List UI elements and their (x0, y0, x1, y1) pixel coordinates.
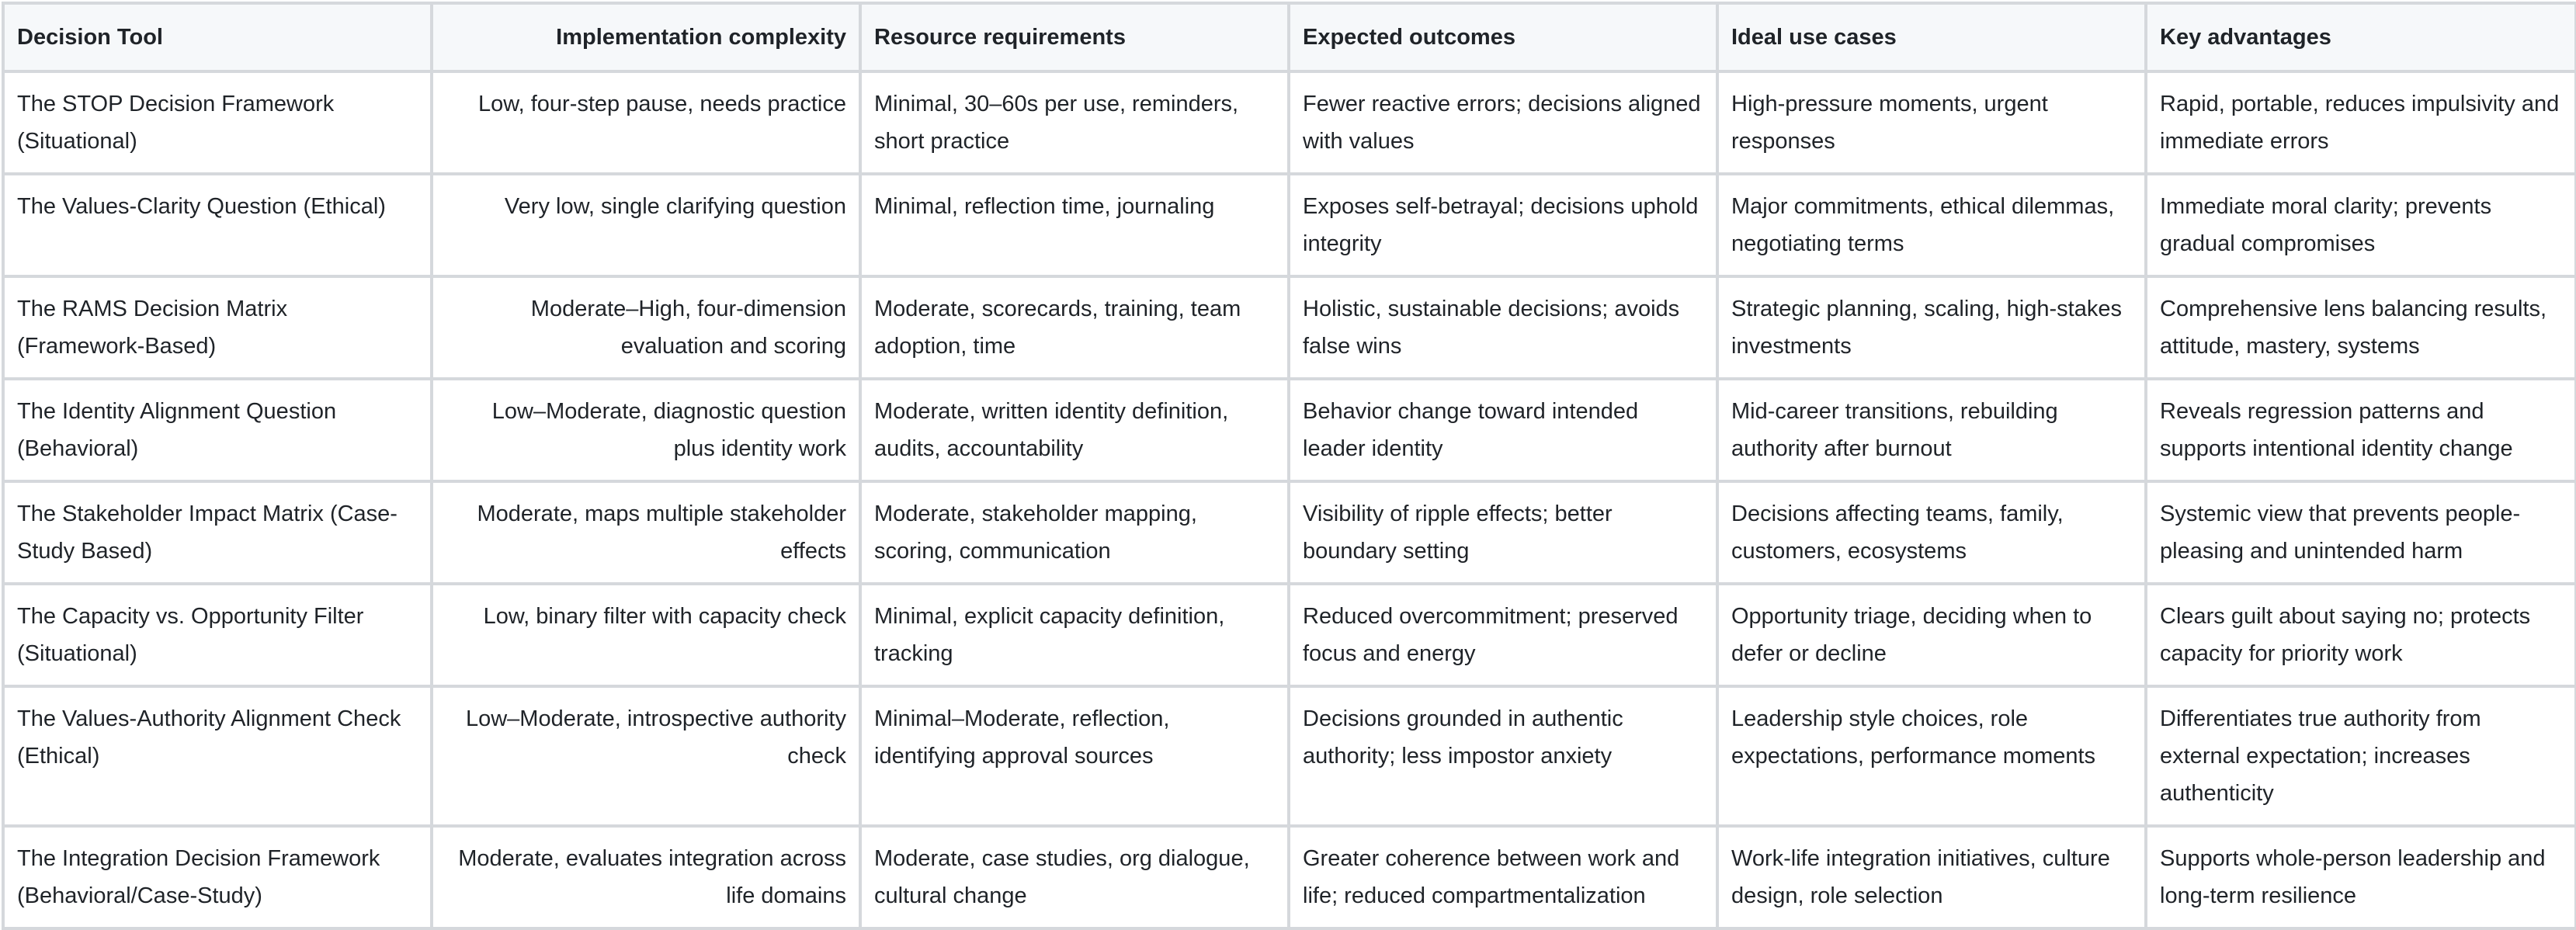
cell-key-advantages: Clears guilt about saying no; protects capacity for priority work (2146, 584, 2576, 686)
cell-decision-tool: The Values-Authority Alignment Check (Ethical) (3, 686, 432, 826)
header-row (3, 3, 2576, 71)
cell-expected-outcomes: Decisions grounded in authentic authority; less impostor anxiety (1289, 686, 1717, 826)
cell-resource-requirements: Minimal–Moderate, reflection, identifying approval sources (860, 686, 1289, 826)
cell-resource-requirements: Moderate, scorecards, training, team adoption, time (860, 276, 1289, 379)
cell-ideal-use-cases: Leadership style choices, role expectations, performance moments (1717, 686, 2146, 826)
cell-resource-requirements: Moderate, written identity definition, audits, accountability (860, 379, 1289, 481)
cell-ideal-use-cases: Mid-career transitions, rebuilding authority after burnout (1717, 379, 2146, 481)
header-implementation-complexity: Implementation complexity (432, 3, 860, 71)
table-row (3, 71, 2576, 174)
cell-expected-outcomes: Reduced overcommitment; preserved focus and energy (1289, 584, 1717, 686)
table-body (3, 71, 2576, 928)
cell-decision-tool: The Integration Decision Framework (Behavioral/Case-Study) (3, 826, 432, 928)
table-row (3, 686, 2576, 826)
cell-key-advantages: Systemic view that prevents people-pleasing and unintended harm (2146, 481, 2576, 584)
cell-implementation-complexity: Low, four-step pause, needs practice (432, 71, 860, 174)
cell-implementation-complexity: Moderate, maps multiple stakeholder effects (432, 481, 860, 584)
cell-implementation-complexity: Moderate–High, four-dimension evaluation and scoring (432, 276, 860, 379)
cell-resource-requirements: Moderate, case studies, org dialogue, cultural change (860, 826, 1289, 928)
cell-ideal-use-cases: Decisions affecting teams, family, customers, ecosystems (1717, 481, 2146, 584)
cell-key-advantages: Differentiates true authority from external expectation; increases authenticity (2146, 686, 2576, 826)
cell-implementation-complexity: Low, binary filter with capacity check (432, 584, 860, 686)
table-row (3, 276, 2576, 379)
cell-ideal-use-cases: Major commitments, ethical dilemmas, negotiating terms (1717, 174, 2146, 276)
header-expected-outcomes: Expected outcomes (1289, 3, 1717, 71)
cell-expected-outcomes: Holistic, sustainable decisions; avoids false wins (1289, 276, 1717, 379)
cell-decision-tool: The Values-Clarity Question (Ethical) (3, 174, 432, 276)
cell-expected-outcomes: Visibility of ripple effects; better boundary setting (1289, 481, 1717, 584)
cell-decision-tool: The STOP Decision Framework (Situational) (3, 71, 432, 174)
header-key-advantages: Key advantages (2146, 3, 2576, 71)
cell-decision-tool: The Stakeholder Impact Matrix (Case-Study Based) (3, 481, 432, 584)
decision-tools-table (2, 2, 2576, 930)
cell-implementation-complexity: Low–Moderate, introspective authority check (432, 686, 860, 826)
cell-ideal-use-cases: Work-life integration initiatives, culture design, role selection (1717, 826, 2146, 928)
cell-resource-requirements: Minimal, explicit capacity definition, tracking (860, 584, 1289, 686)
cell-key-advantages: Immediate moral clarity; prevents gradual compromises (2146, 174, 2576, 276)
cell-key-advantages: Comprehensive lens balancing results, attitude, mastery, systems (2146, 276, 2576, 379)
cell-resource-requirements: Minimal, 30–60s per use, reminders, short practice (860, 71, 1289, 174)
header-resource-requirements: Resource requirements (860, 3, 1289, 71)
table-row (3, 379, 2576, 481)
cell-expected-outcomes: Greater coherence between work and life; reduced compartmentalization (1289, 826, 1717, 928)
cell-expected-outcomes: Exposes self-betrayal; decisions uphold integrity (1289, 174, 1717, 276)
header-decision-tool: Decision Tool (3, 3, 432, 71)
cell-ideal-use-cases: Strategic planning, scaling, high-stakes investments (1717, 276, 2146, 379)
table-row (3, 174, 2576, 276)
header-ideal-use-cases: Ideal use cases (1717, 3, 2146, 71)
cell-ideal-use-cases: Opportunity triage, deciding when to defer or decline (1717, 584, 2146, 686)
cell-decision-tool: The Identity Alignment Question (Behavioral) (3, 379, 432, 481)
cell-resource-requirements: Minimal, reflection time, journaling (860, 174, 1289, 276)
cell-expected-outcomes: Fewer reactive errors; decisions aligned with values (1289, 71, 1717, 174)
cell-decision-tool: The RAMS Decision Matrix (Framework-Based) (3, 276, 432, 379)
cell-key-advantages: Rapid, portable, reduces impulsivity and immediate errors (2146, 71, 2576, 174)
table-row (3, 481, 2576, 584)
cell-expected-outcomes: Behavior change toward intended leader identity (1289, 379, 1717, 481)
cell-ideal-use-cases: High-pressure moments, urgent responses (1717, 71, 2146, 174)
table-row (3, 584, 2576, 686)
cell-resource-requirements: Moderate, stakeholder mapping, scoring, communication (860, 481, 1289, 584)
table-row (3, 826, 2576, 928)
cell-decision-tool: The Capacity vs. Opportunity Filter (Situational) (3, 584, 432, 686)
cell-key-advantages: Supports whole-person leadership and long-term resilience (2146, 826, 2576, 928)
cell-key-advantages: Reveals regression patterns and supports intentional identity change (2146, 379, 2576, 481)
cell-implementation-complexity: Very low, single clarifying question (432, 174, 860, 276)
cell-implementation-complexity: Low–Moderate, diagnostic question plus identity work (432, 379, 860, 481)
table-header (3, 3, 2576, 71)
cell-implementation-complexity: Moderate, evaluates integration across life domains (432, 826, 860, 928)
